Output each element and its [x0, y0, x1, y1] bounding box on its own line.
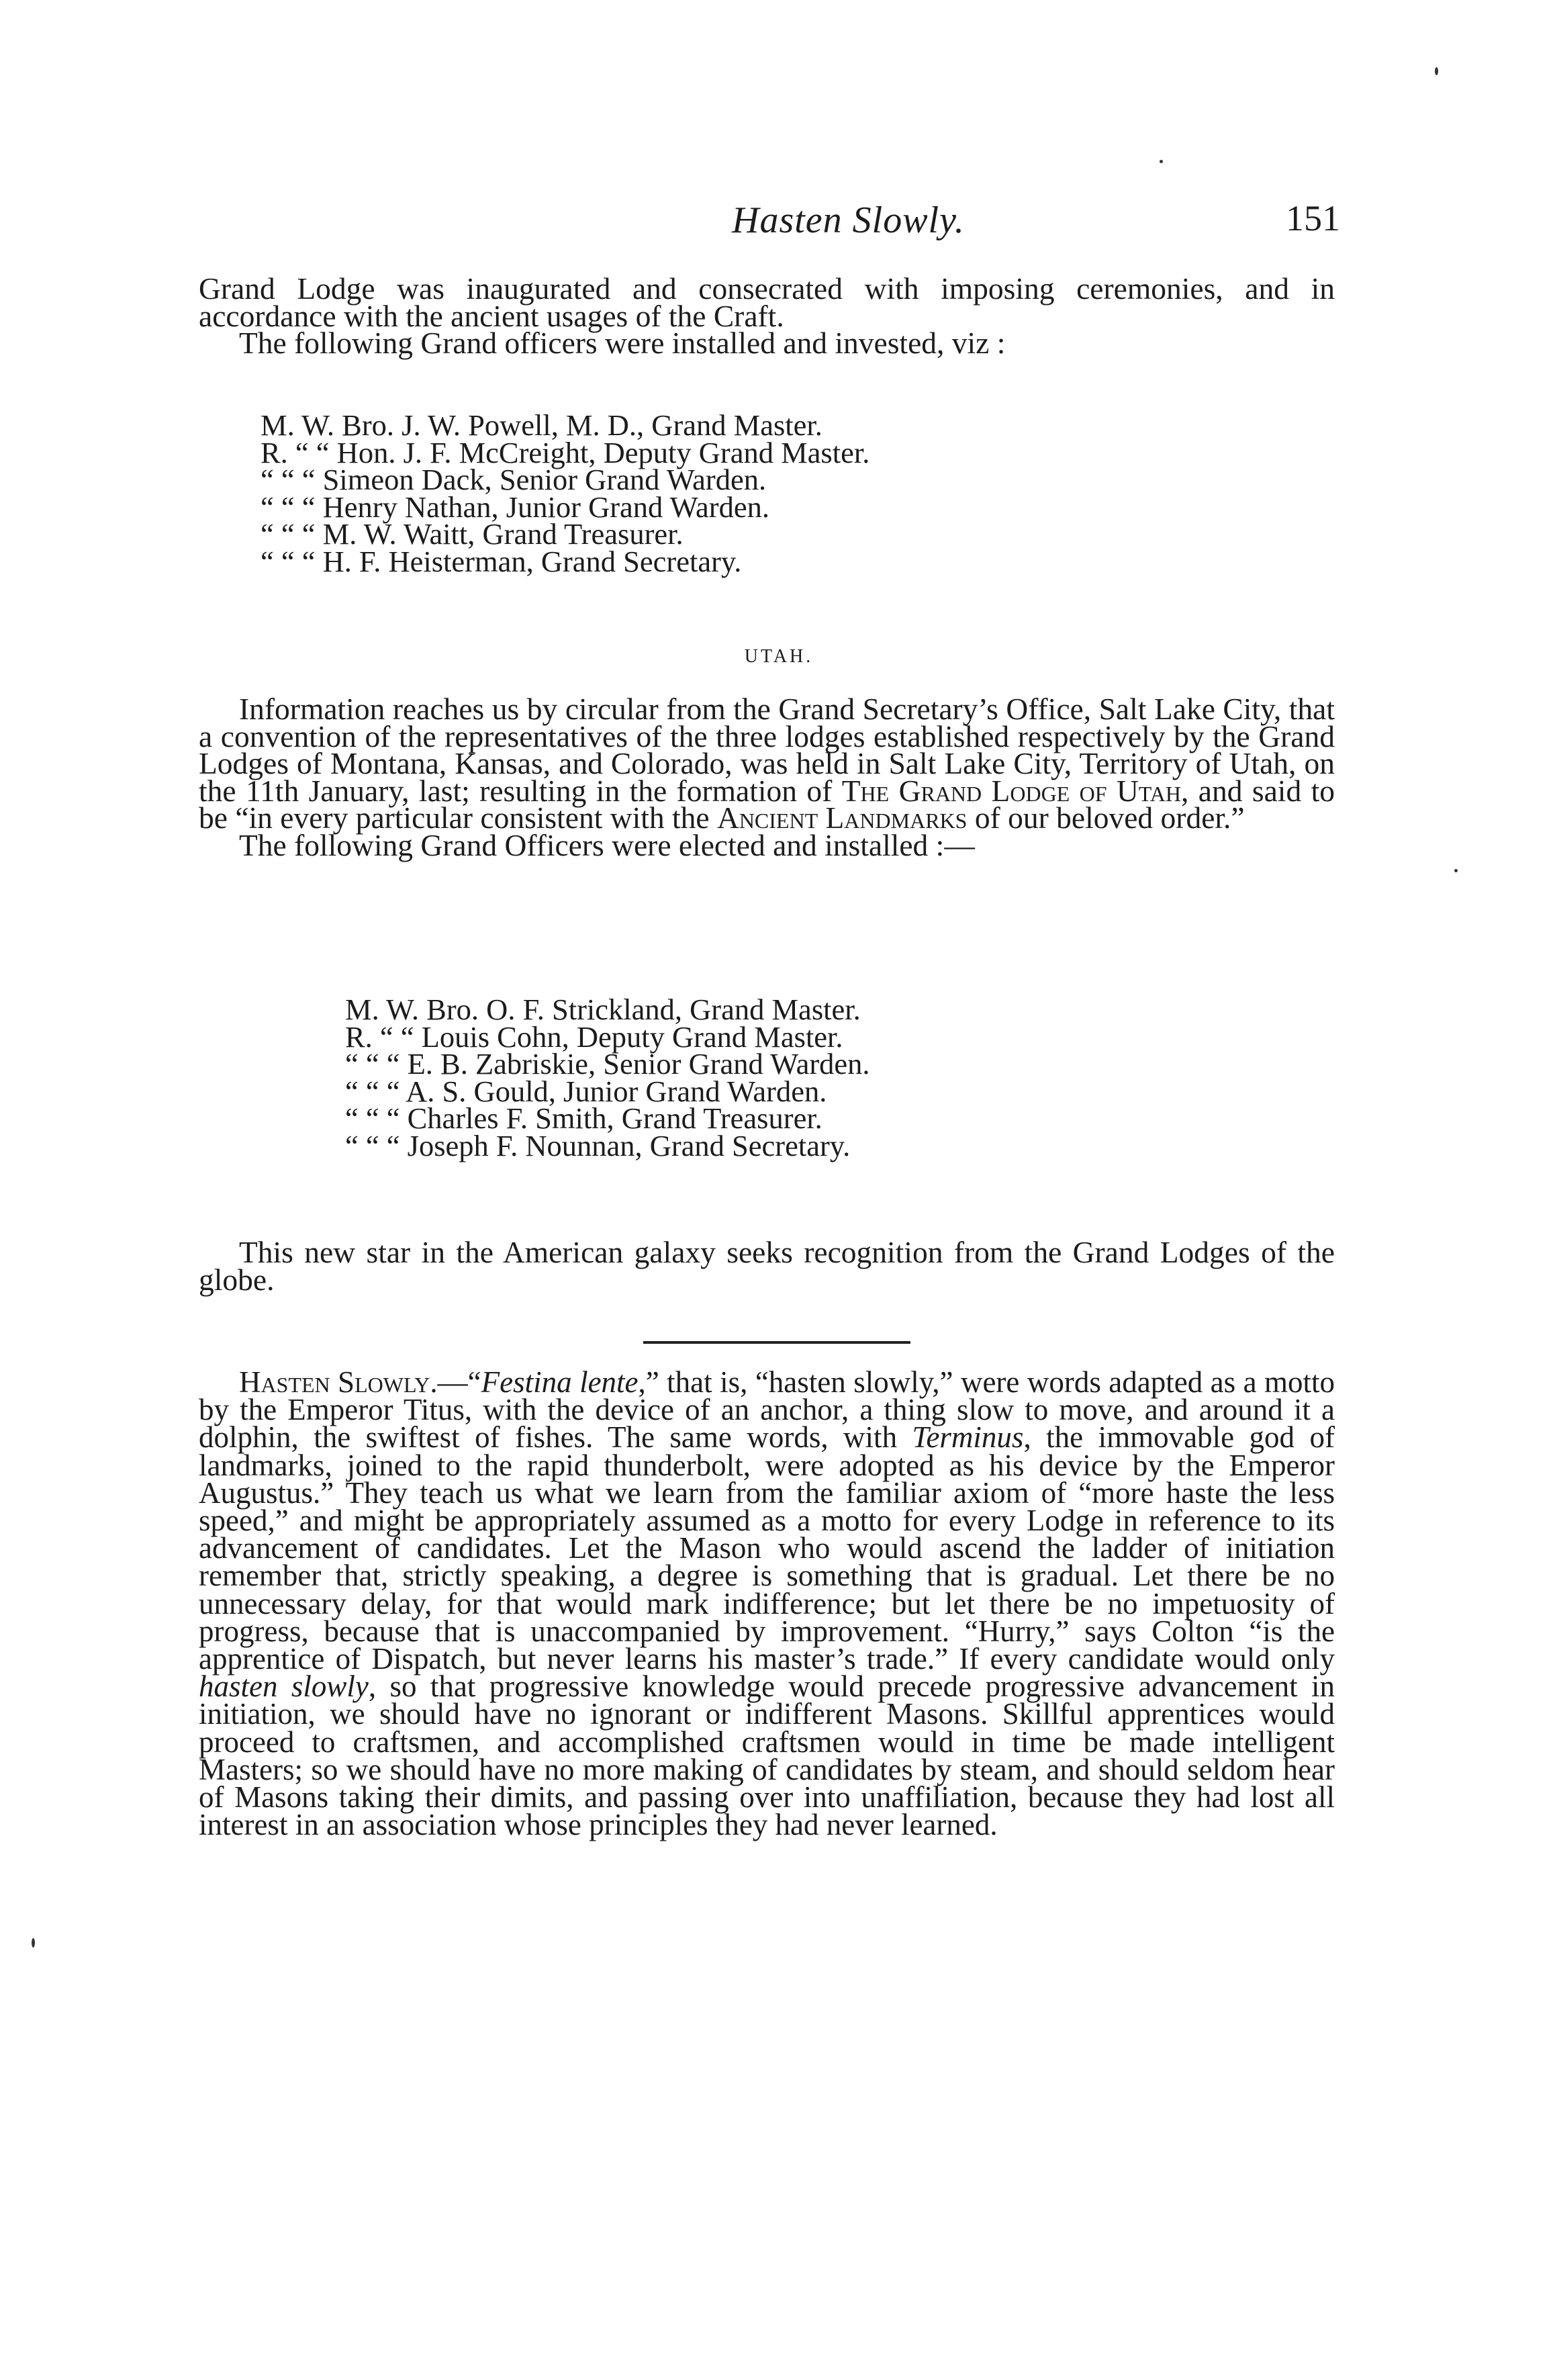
hasten-slowly-paragraph	[199, 1365, 1335, 1842]
officer-line: “ “ “ E. B. Zabriskie, Senior Grand Warden.	[345, 1047, 870, 1081]
officer-line: M. W. Bro. J. W. Powell, M. D., Grand Master.	[261, 408, 822, 442]
utah-paragraph	[199, 692, 1335, 862]
page-number: 151	[1286, 198, 1340, 238]
latin-motto: Festina lente	[481, 1365, 639, 1399]
hasten-dash: —“	[437, 1365, 481, 1399]
scan-speck	[1435, 67, 1438, 75]
officer-line: “ “ “ Charles F. Smith, Grand Treasurer.	[345, 1101, 822, 1135]
officer-line: “ “ “ Simeon Dack, Senior Grand Warden.	[261, 463, 767, 496]
idaho-officers-intro: The following Grand officers were installed and invested, viz :	[239, 326, 1006, 360]
officer-line: “ “ “ M. W. Waitt, Grand Treasurer.	[261, 517, 684, 551]
utah-text-3: of our beloved order.”	[967, 800, 1245, 835]
hasten-lead: Hasten Slowly.	[239, 1365, 438, 1399]
scan-speck	[1454, 869, 1458, 872]
utah-text-1: Information reaches us by circular from the Grand Secretary’s Office, Salt Lake City, that a convention of the representatives of the three lodges established respectively by the Grand Lodges of Montana, Kansas, and Colorado, was held in Salt Lake City, Territory of Utah, on the 11th January, last; resulting in the formation of	[199, 692, 1335, 808]
idaho-continuation	[199, 271, 1335, 360]
closing-paragraph: This new star in the American galaxy seeks recognition from the Grand Lodges of the globe.	[199, 1235, 1335, 1297]
utah-officer-list	[345, 993, 870, 1162]
officer-line: R. “ “ Hon. J. F. McCreight, Deputy Grand Master.	[261, 435, 870, 469]
grand-lodge-name: The Grand Lodge of Utah	[841, 773, 1182, 808]
utah-text-2: , and said to be “in every particular consistent with the	[199, 773, 1335, 835]
scan-speck	[32, 1938, 35, 1948]
scan-speck	[1160, 160, 1163, 163]
idaho-officer-list	[261, 408, 870, 578]
hasten-body	[199, 1365, 1335, 1842]
hasten-text-1: ,” that is, “hasten slowly,” were words adapted as a motto by the Emperor Titus, with the device of an anchor, a thing slow to move, and around it a dolphin, the swiftest of fishes. The same words, with	[199, 1365, 1335, 1455]
hasten-slowly-italic: hasten slowly	[199, 1669, 369, 1704]
section-divider	[643, 1341, 910, 1344]
ancient-landmarks: Ancient Landmarks	[716, 800, 968, 835]
running-title: Hasten Slowly.	[732, 199, 965, 241]
officer-line: “ “ “ Henry Nathan, Junior Grand Warden.	[261, 490, 769, 524]
officer-line: R. “ “ Louis Cohn, Deputy Grand Master.	[345, 1019, 843, 1054]
officer-line: “ “ “ A. S. Gould, Junior Grand Warden.	[345, 1074, 827, 1108]
continuation-paragraph: Grand Lodge was inaugurated and consecrated with imposing ceremonies, and in accordance with the ancient usages of the Craft.	[199, 271, 1335, 333]
officer-line: “ “ “ Joseph F. Nounnan, Grand Secretary.	[345, 1128, 851, 1162]
utah-officers-intro: The following Grand Officers were elected and installed :—	[239, 827, 975, 862]
utah-closing	[199, 1235, 1335, 1297]
utah-heading: UTAH.	[744, 646, 814, 667]
hasten-text-2: , the immovable god of landmarks, joined to the rapid thunderbolt, were adopted as his device by the Emperor Augustus.” They teach us what we learn from the familiar axiom of “more haste the less speed,” and might be appropriately assumed as a motto for every Lodge in reference to its advancement of candidates. Let the Mason who would ascend the ladder of initiation remember that, strictly speaking, a degree is something that is gradual. Let there be no unnecessary delay, for that would mark indifference; but let there be no impetuosity of progress, because that is unaccompanied by improvement. “Hurry,” says Colton “is the apprentice of Dispatch, but never learns his master’s trade.” If every candidate would only	[199, 1420, 1335, 1676]
officer-line: M. W. Bro. O. F. Strickland, Grand Master.	[345, 993, 861, 1026]
hasten-text-3: , so that progressive knowledge would precede progressive advancement in initiation, we should have no ignorant or indifferent Masons. Skillful apprentices would proceed to craftsmen, and accomplished craftsmen would in time be made intelligent Masters; so we should have no more making of candidates by steam, and should seldom hear of Masons taking their dimits, and passing over into unaffiliation, because they had lost all interest in an association whose principles they had never learned.	[199, 1669, 1335, 1842]
officer-line: “ “ “ H. F. Heisterman, Grand Secretary.	[261, 544, 742, 578]
terminus-word: Terminus	[912, 1420, 1024, 1455]
utah-body	[199, 692, 1335, 835]
